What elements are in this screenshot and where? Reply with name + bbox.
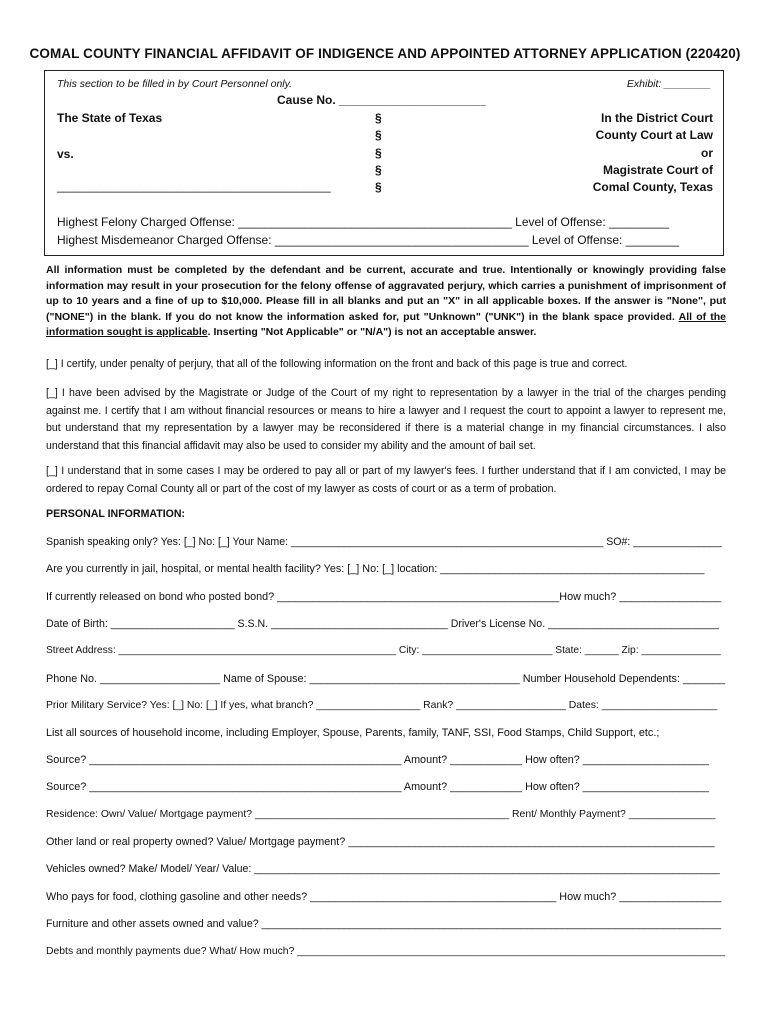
section-mark: § xyxy=(375,163,382,177)
state-of-texas-label: The State of Texas xyxy=(57,111,163,125)
debts-field[interactable]: Debts and monthly payments due? What/ How much? __________________________________________________________________________ xyxy=(46,946,725,957)
misdemeanor-offense-field[interactable]: Highest Misdemeanor Charged Offense: ______________________________________ Level of Offense: ________ xyxy=(57,233,680,247)
defendant-name-line[interactable]: _________________________________________ xyxy=(57,179,331,193)
assets-field[interactable]: Furniture and other assets owned and value? ______________________________________________________________________________ xyxy=(46,918,722,930)
court-line-county: County Court at Law xyxy=(595,128,713,142)
military-service-field[interactable]: Prior Military Service? Yes: [_] No: [_] If yes, what branch? __________________ Rank? ___________________ Dates: ____________________ xyxy=(46,700,718,711)
certification-right-to-counsel[interactable]: [_] I have been advised by the Magistrate or Judge of the Court of my right to representation by a lawyer in the trial of the charges pending against me. I certify that I am without financial resources or means to hire a lawyer and I request the court to appoint a lawyer to represent me, but understand that my representation by a lawyer may be reconsidered if there is a material change in my financial circumstances. I also understand that this financial affidavit may also be used to consider my ability and the amount of bail set. xyxy=(46,387,726,452)
residence-field[interactable]: Residence: Own/ Value/ Mortgage payment? ____________________________________________ Rent/ Monthly Payment? _______________ xyxy=(46,809,716,820)
spanish-name-so-field[interactable]: Spanish speaking only? Yes: [_] No: [_] Your Name: _____________________________________________________ SO#: _______________ xyxy=(46,536,722,548)
bond-field[interactable]: If currently released on bond who posted bond? _______________________________________________How much? _________________ xyxy=(46,591,722,603)
vs-label: vs. xyxy=(57,147,74,161)
phone-spouse-dependents-field[interactable]: Phone No. ____________________ Name of Spouse: ___________________________________ Number Household Dependents: _______ xyxy=(46,673,725,685)
living-expenses-field[interactable]: Who pays for food, clothing gasoline and other needs? _________________________________________ How much? _________________ xyxy=(46,891,722,903)
court-personnel-box xyxy=(44,70,724,256)
address-field[interactable]: Street Address: _________________________________________________ City: _______________________ State: ______ Zip: ______________ xyxy=(46,645,721,656)
cause-number-field[interactable]: Cause No. ______________________ xyxy=(277,93,486,107)
section-mark: § xyxy=(375,146,382,160)
certification-attorney-fees[interactable]: [_] I understand that in some cases I may be ordered to pay all or part of my lawyer's fees. I further understand that if I am convicted, I may be ordered to repay Comal County all or part of the cost of my lawyer as costs of court or as a term of probation. xyxy=(46,465,726,495)
court-personnel-note: This section to be filled in by Court Personnel only. xyxy=(57,78,293,90)
section-mark: § xyxy=(375,111,382,125)
section-mark: § xyxy=(375,128,382,142)
instructions-text: All information must be completed by the defendant and be current, accurate and true. Intentionally or knowingly providing false information may result in your prosecution for the felony offense of aggravated perjury, which carries a punishment of imprisonment of up to 10 years and a fine of up to $10,000. Please fill in all blanks and put an "X" in all applicable boxes. If the answer is "None", put ("NONE") in the blank. If you do not know the information asked for, put "Unknown" ("UNK") in the blank space provided. xyxy=(46,264,726,323)
instructions-underlined: All of the information sought is applicable xyxy=(46,310,726,338)
exhibit-field[interactable]: Exhibit: ________ xyxy=(626,78,711,90)
income-source-field[interactable]: Source? ____________________________________________________ Amount? ____________ How often? _____________________ xyxy=(46,781,709,793)
felony-offense-field[interactable]: Highest Felony Charged Offense: _________________________________________ Level of Offense: _________ xyxy=(57,215,670,229)
income-source-field[interactable]: Source? ____________________________________________________ Amount? ____________ How often? _____________________ xyxy=(46,754,709,766)
personal-information-heading: PERSONAL INFORMATION: xyxy=(46,508,186,520)
court-line-district: In the District Court xyxy=(600,111,713,125)
instructions-paragraph xyxy=(46,263,726,341)
court-line-or: or xyxy=(701,146,713,160)
form-title: COMAL COUNTY FINANCIAL AFFIDAVIT OF INDIGENCE AND APPOINTED ATTORNEY APPLICATION (220420) xyxy=(29,46,741,61)
dob-ssn-license-field[interactable]: Date of Birth: _____________________ S.S.N. ______________________________ Driver's License No. _____________________________ xyxy=(46,618,719,630)
income-sources-label: List all sources of household income, including Employer, Spouse, Parents, family, TANF, SSI, Food Stamps, Child Support, etc.; xyxy=(46,727,660,739)
vehicles-field[interactable]: Vehicles owned? Make/ Model/ Year/ Value: _______________________________________________________________________________ xyxy=(46,863,720,875)
real-property-field[interactable]: Other land or real property owned? Value/ Mortgage payment? _____________________________________________________________ xyxy=(46,836,715,848)
court-line-comal: Comal County, Texas xyxy=(592,180,713,194)
section-mark: § xyxy=(375,180,382,194)
instructions-text-end: . Inserting "Not Applicable" or "N/A") is not an acceptable answer. xyxy=(207,326,537,338)
jail-location-field[interactable]: Are you currently in jail, hospital, or mental health facility? Yes: [_] No: [_] location: ____________________________________________ xyxy=(46,563,705,575)
court-line-magistrate: Magistrate Court of xyxy=(602,163,713,177)
certification-true-correct[interactable]: [_] I certify, under penalty of perjury, that all of the following information on the front and back of this page is true and correct. xyxy=(46,358,628,370)
